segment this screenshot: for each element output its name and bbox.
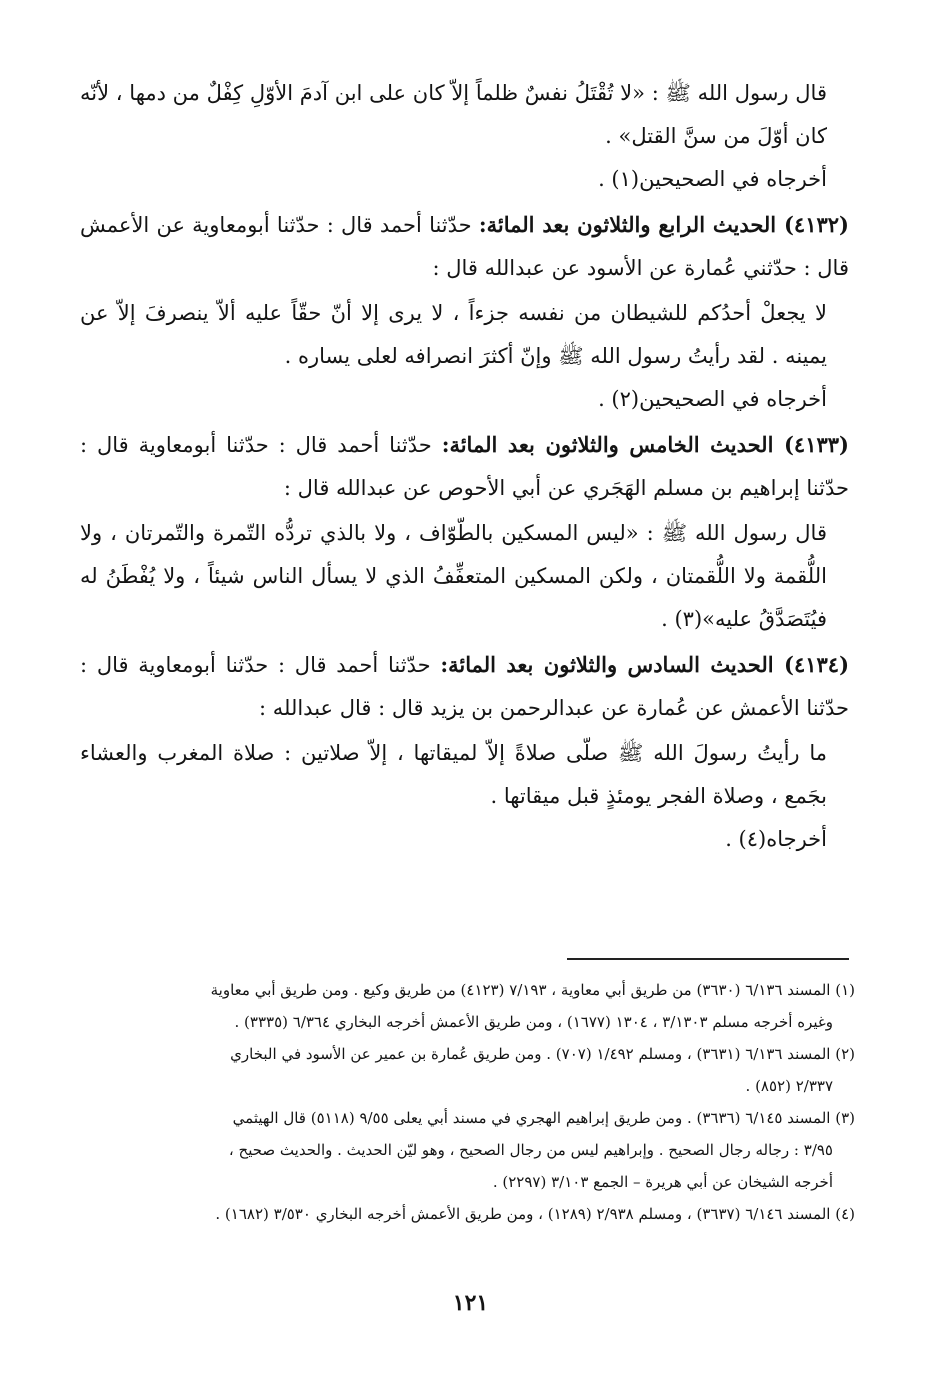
hadith-text-4132: لا يجعلْ أحدُكم للشيطان من نفسه جزءاً ، لا يرى إلا أنّ حقّاً عليه ألاّ ينصرفَ إلاّ عن يمينه . لقد رأيتُ رسول الله ﷺ وإنّ أكثرَ انصرافه لعلى يساره . bbox=[80, 301, 827, 368]
heading-label: (٤١٣٤) الحديث السادس والثلاثون بعد المائة: bbox=[440, 652, 849, 677]
footnote-divider bbox=[567, 958, 849, 960]
footnote-line: أخرجه الشيخان عن أبي هريرة – الجمع ٣/١٠٣ (٢٢٩٧) . bbox=[492, 1173, 833, 1191]
isnad-text: حدّثنا أحمد قال : حدّثنا أبومعاوية قال : حدّثنا الأعمش عن عُمارة عن عبدالرحمن بن يزيد قال : قال عبدالله : bbox=[80, 653, 849, 720]
footnote-line: ٢/٣٣٧ (٨٥٢) . bbox=[745, 1077, 833, 1095]
footnote-number: (٣) bbox=[835, 1109, 855, 1127]
hadith-heading-4133 bbox=[80, 423, 849, 510]
isnad-text: حدّثنا أحمد قال : حدّثنا أبومعاوية عن الأعمش قال : حدّثني عُمارة عن الأسود عن عبدالله قال : bbox=[80, 213, 849, 280]
hadith-text-4133: قال رسول الله ﷺ : «ليس المسكين بالطّوّاف ، ولا بالذي تردُّه التّمرة والتّمرتان ، ولا اللُّقمة ولا اللُّقمتان ، ولكن المسكين المتعفِّفُ الذي لا يسأل الناس شيئاً ، ولا يُفْطَنُ له فيُتَصَدَّقُ عليه»(٣) . bbox=[80, 521, 827, 631]
heading-label: (٤١٣٣) الحديث الخامس والثلاثون بعد المائة: bbox=[441, 432, 849, 457]
takhrij-note-2: أخرجاه في الصحيحين(٢) . bbox=[598, 387, 827, 411]
footnote-1 bbox=[80, 974, 855, 1038]
isnad-text: حدّثنا أحمد قال : حدّثنا أبومعاوية قال : حدّثنا إبراهيم بن مسلم الهَجَري عن أبي الأحوص عن عبدالله قال : bbox=[80, 433, 849, 500]
footnote-number: (٤) bbox=[835, 1205, 855, 1223]
footnote-number: (١) bbox=[835, 981, 855, 999]
hadith-text-4134: ما رأيتُ رسولَ الله ﷺ صلّى صلاةً إلاّ لميقاتها ، إلاّ صلاتين : صلاة المغرب والعشاء بجَمع ، وصلاة الفجر يومئذٍ قبل ميقاتها . bbox=[80, 741, 827, 808]
page-number: ١٢١ bbox=[452, 1290, 489, 1316]
footnote-number: (٢) bbox=[835, 1045, 855, 1063]
footnote-2 bbox=[80, 1038, 855, 1102]
footnote-3 bbox=[80, 1102, 855, 1198]
takhrij-note-1: أخرجاه في الصحيحين(١) . bbox=[598, 167, 827, 191]
footnote-line: المسند ٦/١٤٥ (٣٦٣٦) . ومن طريق إبراهيم الهجري في مسند أبي يعلى ٩/٥٥ (٥١١٨) قال الهيثمي bbox=[232, 1109, 836, 1127]
footnote-line: المسند ٦/١٤٦ (٣٦٣٧) ، ومسلم ٢/٩٣٨ (١٢٨٩) ، ومن طريق الأعمش أخرجه البخاري ٣/٥٣٠ (١٦٨٢) . bbox=[215, 1205, 836, 1223]
footnotes-section bbox=[80, 974, 855, 1230]
footnote-4 bbox=[80, 1198, 855, 1230]
hadith-heading-4134 bbox=[80, 643, 849, 730]
main-text bbox=[80, 72, 849, 861]
footnote-line: المسند ٦/١٣٦ (٣٦٣١) ، ومسلم ١/٤٩٢ (٧٠٧) . ومن طريق عُمارة بن عمير عن الأسود في البخاري bbox=[230, 1045, 836, 1063]
hadith-heading-4132 bbox=[80, 203, 849, 290]
footnote-line: وغيره أخرجه مسلم ٣/١٣٠٣ ، ١٣٠٤ (١٦٧٧) ، ومن طريق الأعمش أخرجه البخاري ٦/٣٦٤ (٣٣٣٥) . bbox=[234, 1013, 833, 1031]
footnote-line: المسند ٦/١٣٦ (٣٦٣٠) من طريق أبي معاوية ، ٧/١٩٣ (٤١٢٣) من طريق وكيع . ومن طريق أبي معاوية bbox=[210, 981, 836, 999]
takhrij-note-4: أخرجاه(٤) . bbox=[725, 827, 827, 851]
hadith-text-1: قال رسول الله ﷺ : «لا تُقْتَلُ نفسٌ ظلماً إلاّ كان على ابن آدمَ الأوّلِ كِفْلٌ من دمها ، لأنّه كان أوّلَ من سنَّ القتل» . bbox=[80, 81, 827, 148]
heading-label: (٤١٣٢) الحديث الرابع والثلاثون بعد المائة: bbox=[478, 212, 849, 237]
footnote-line: ٣/٩٥ : رجاله رجال الصحيح . وإبراهيم ليس من رجال الصحيح ، وهو ليّن الحديث . والحديث صحيح ، bbox=[228, 1141, 833, 1159]
